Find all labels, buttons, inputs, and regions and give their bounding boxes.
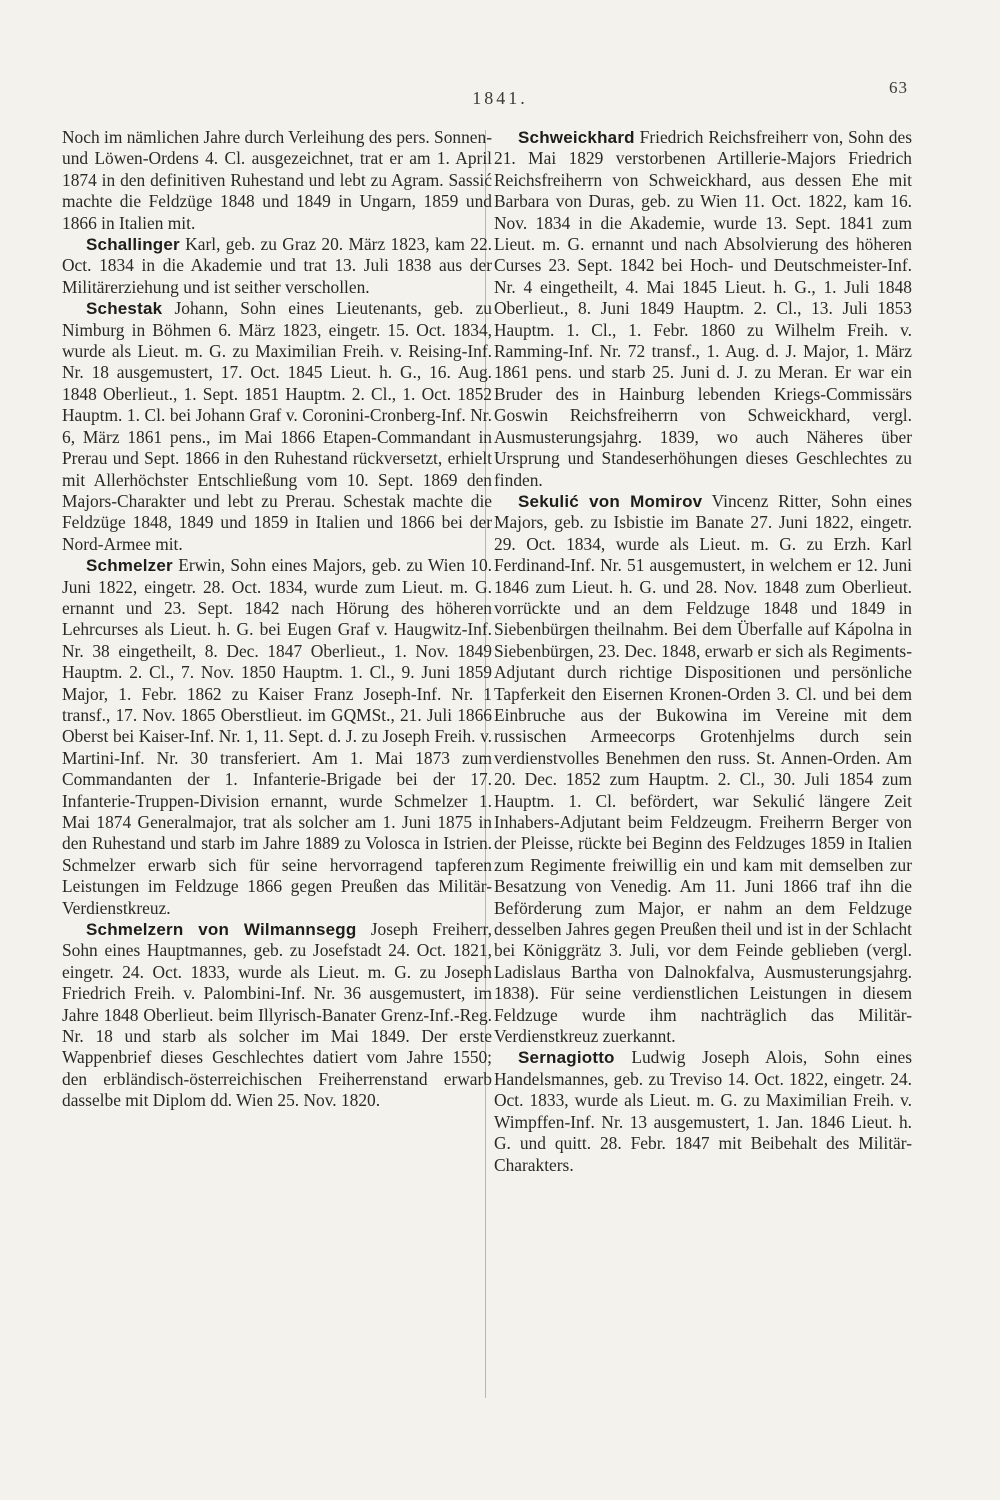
entry-name: Schestak [86, 299, 163, 319]
right-column [494, 127, 912, 1176]
entry-name: Sernagiotto [518, 1048, 615, 1068]
entry-sassic-continued [62, 127, 492, 234]
entry-name: Sekulić von Momirov [518, 491, 703, 511]
entry-schallinger [62, 234, 492, 298]
entry-text: Noch im nämlichen Jahre durch Verleihung des pers. Sonnen- und Löwen-Ordens 4. Cl. ausgezeichnet, trat er am 1. April 1874 in den definitiven Ruhestand und lebt zu Agram. Sassić machte die Feldzüge 1848 und 1849 in Ungarn, 1859 und 1866 in Italien mit. [62, 127, 492, 233]
entry-text: Karl, geb. zu Graz 20. März 1823, kam 22. Oct. 1834 in die Akademie und trat 13. Juli 1838 aus der Militärerziehung und ist seither verschollen. [62, 234, 492, 297]
entry-name: Schweickhard [518, 128, 635, 147]
entry-text: Friedrich Reichsfreiherr von, Sohn des 21. Mai 1829 verstorbenen Artillerie-Majors Friedrich Reichsfreiherrn von Schweickhard, aus dessen Ehe mit Barbara von Duras, geb. zu Wien 11. Oct. 1822, kam 16. Nov. 1834 in die Akademie, wurde 13. Sept. 1841 zum Lieut. m. G. ernannt und nach Absolvierung des höheren Curses 23. Sept. 1842 bei Hoch- und Deutschmeister-Inf. Nr. 4 eingetheilt, 4. Mai 1845 Lieut. h. G., 1. Juli 1848 Oberlieut., 8. Juni 1849 Hauptm. 2. Cl., 13. Juli 1853 Hauptm. 1. Cl., 1. Febr. 1860 zu Wilhelm Freih. v. Ramming-Inf. Nr. 72 transf., 1. Aug. d. J. Major, 1. März 1861 pens. und starb 25. Juni d. J. zu Meran. Er war ein Bruder des in Hainburg lebenden Kriegs-Commissärs Goswin Reichsfreiherrn von Schweickhard, vergl. Ausmusterungsjahrg. 1839, wo auch Näheres über Ursprung und Standeserhöhungen dieses Geschlechtes zu finden. [494, 127, 912, 490]
left-column [62, 127, 492, 1112]
entry-name: Schmelzer [86, 556, 173, 576]
page-number: 63 [889, 78, 908, 97]
entry-text: Vincenz Ritter, Sohn eines Majors, geb. zu Isbistie im Banate 27. Juni 1822, eingetr. 29. Oct. 1834, wurde als Lieut. m. G. zu Erzh. Karl Ferdinand-Inf. Nr. 51 ausgemustert, in welchem er 12. Juni 1846 zum Lieut. h. G. und 28. Nov. 1848 zum Oberlieut. vorrückte und an dem Feldzuge 1848 und 1849 in Siebenbürgen theilnahm. Bei dem Überfalle auf Kápolna in Siebenbürgen, 23. Dec. 1848, erwarb er sich als Regiments-Adjutant durch richtige Dispositionen und persönliche Tapferkeit den Eisernen Kronen-Orden 3. Cl. und bei dem Einbruche aus der Bukowina im Vereine mit dem russischen Armeecorps Grotenhjelms durch sein verdienstvolles Benehmen den russ. St. Annen-Orden. Am 20. Dec. 1852 zum Hauptm. 2. Cl., 30. Juli 1854 zum Hauptm. 1. Cl. befördert, war Sekulić längere Zeit Inhabers-Adjutant beim Feldzeugm. Freiherrn Berger von der Pleisse, rückte bei Beginn des Feldzuges 1859 in Italien zum Regimente freiwillig ein und kam mit demselben zur Besatzung von Venedig. Am 11. Juni 1866 traf ihn die Beförderung zum Major, er nahm an dem Feldzuge desselben Jahres gegen Preußen theil und ist in der Schlacht bei Königgrätz 3. Juli, vor dem Feinde geblieben (vergl. Ladislaus Bartha von Dalnokfalva, Ausmusterungsjahrg. 1838). Für seine verdienstlichen Leistungen in diesem Feldzuge wurde ihm nachträglich das Militär-Verdienstkreuz zuerkannt. [494, 490, 913, 1047]
entry-schmelzern [62, 919, 492, 1112]
entry-sernagiotto [494, 1047, 912, 1175]
entry-name: Schallinger [86, 235, 180, 255]
entry-text: Erwin, Sohn eines Majors, geb. zu Wien 10. Juni 1822, eingetr. 28. Oct. 1834, wurde zum Lieut. m. G. ernannt und 23. Sept. 1842 nach Hörung des höheren Lehrcurses als Lieut. h. G. bei Eugen Graf v. Haugwitz-Inf. Nr. 38 eingetheilt, 8. Dec. 1847 Oberlieut., 1. Nov. 1849 Hauptm. 2. Cl., 7. Nov. 1850 Hauptm. 1. Cl., 9. Juni 1859 Major, 1. Febr. 1862 zu Kaiser Franz Joseph-Inf. Nr. 1 transf., 17. Nov. 1865 Oberstlieut. im GQMSt., 21. Juli 1866 Oberst bei Kaiser-Inf. Nr. 1, 11. Sept. d. J. zu Joseph Freih. v. Martini-Inf. Nr. 30 transferiert. Am 1. Mai 1873 zum Commandanten der 1. Infanterie-Brigade bei der 17. Infanterie-Truppen-Division ernannt, wurde Schmelzer 1. Mai 1874 Generalmajor, trat als solcher am 1. Juni 1875 in den Ruhestand und starb im Jahre 1889 zu Volosca in Istrien. Schmelzer erwarb sich für seine hervorragend tapferen Leistungen im Feldzuge 1866 gegen Preußen das Militär-Verdienstkreuz. [62, 555, 492, 918]
entry-name: Schmelzern von Wilmannsegg [86, 920, 357, 940]
running-head: 1841. [472, 88, 528, 108]
entry-schmelzer [62, 555, 492, 919]
entry-schweickhard [494, 127, 912, 491]
entry-text: Ludwig Joseph Alois, Sohn eines Handelsmannes, geb. zu Treviso 14. Oct. 1822, eingetr. 24. Oct. 1833, wurde als Lieut. m. G. zu Maximilian Freih. v. Wimpffen-Inf. Nr. 13 ausgemustert, 1. Jan. 1846 Lieut. h. G. und quitt. 28. Febr. 1847 mit Beibehalt des Militär-Charakters. [494, 1047, 912, 1175]
entry-text: Joseph Freiherr, Sohn eines Hauptmannes, geb. zu Josefstadt 24. Oct. 1821, eingetr. 24. Oct. 1833, wurde als Lieut. m. G. zu Joseph Friedrich Freih. v. Palombini-Inf. Nr. 36 ausgemustert, im Jahre 1848 Oberlieut. beim Illyrisch-Banater Grenz-Inf.-Reg. Nr. 18 und starb als solcher im Mai 1849. Der erste Wappenbrief dieses Geschlechtes datiert vom Jahre 1550; den erbländisch-österreichischen Freiherrenstand erwarb dasselbe mit Diplom dd. Wien 25. Nov. 1820. [62, 919, 493, 1111]
entry-sekulic [494, 491, 912, 1048]
entry-schestak [62, 298, 492, 555]
entry-text: Johann, Sohn eines Lieutenants, geb. zu Nimburg in Böhmen 6. März 1823, eingetr. 15. Oct. 1834, wurde als Lieut. m. G. zu Maximilian Freih. v. Reising-Inf. Nr. 18 ausgemustert, 17. Oct. 1845 Lieut. h. G., 16. Aug. 1848 Oberlieut., 1. Sept. 1851 Hauptm. 2. Cl., 1. Oct. 1852 Hauptm. 1. Cl. bei Johann Graf v. Coronini-Cronberg-Inf. Nr. 6, März 1861 pens., im Mai 1866 Etapen-Commandant in Prerau und Sept. 1866 in den Ruhestand rückversetzt, erhielt mit Allerhöchster Entschließung vom 10. Sept. 1869 den Majors-Charakter und lebt zu Prerau. Schestak machte die Feldzüge 1848, 1849 und 1859 in Italien und 1866 bei der Nord-Armee mit. [62, 298, 492, 554]
